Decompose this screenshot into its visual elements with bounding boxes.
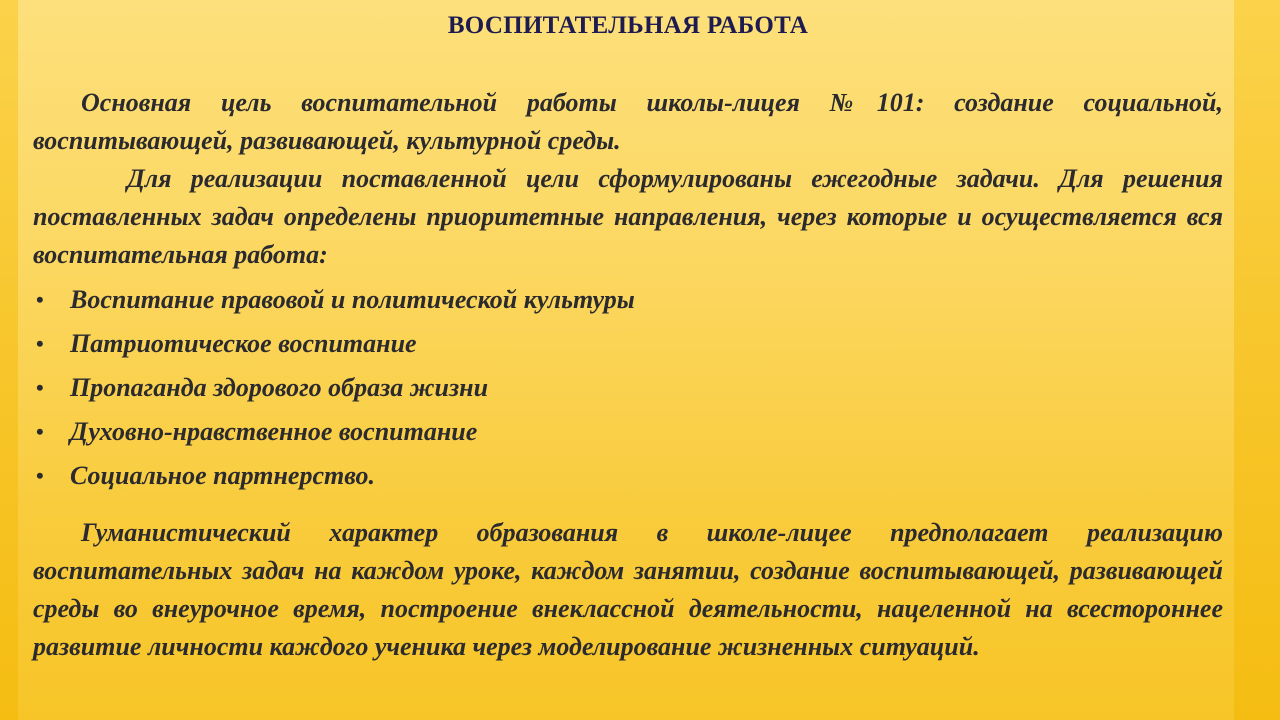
direction-label: Воспитание правовой и политической культуры — [70, 285, 635, 314]
bullet-icon: • — [36, 375, 44, 400]
directions-list — [33, 280, 1223, 500]
bullet-icon: • — [36, 463, 44, 488]
humanistic-paragraph: Гуманистический характер образования в школе-лицее предполагает реализацию воспитательных задач на каждом уроке, каждом занятии, создание воспитывающей, развивающей среды во внеурочное время, построение внеклассной деятельности, нацеленной на всестороннее развитие личности каждого ученика через моделирование жизненных ситуаций. — [33, 518, 1223, 661]
bullet-icon: • — [36, 331, 44, 356]
direction-label: Патриотическое воспитание — [70, 329, 417, 358]
list-item — [33, 324, 1223, 368]
slide-body — [33, 84, 1223, 666]
bullet-icon: • — [36, 287, 44, 312]
tasks-paragraph: Для реализации поставленной цели сформулированы ежегодные задачи. Для решения поставленных задач определены приоритетные направления, через которые и осуществляется вся воспитательная работа: — [33, 164, 1223, 269]
list-item — [33, 456, 1223, 500]
bullet-icon: • — [36, 419, 44, 444]
direction-label: Социальное партнерство. — [70, 461, 375, 490]
direction-label: Пропаганда здорового образа жизни — [70, 373, 489, 402]
list-item — [33, 368, 1223, 412]
list-item — [33, 280, 1223, 324]
slide-title: ВОСПИТАТЕЛЬНАЯ РАБОТА — [447, 12, 809, 39]
direction-label: Духовно-нравственное воспитание — [70, 417, 478, 446]
list-item — [33, 412, 1223, 456]
goal-paragraph: Основная цель воспитательной работы школы-лицея №101: создание социальной, воспитывающей, развивающей, культурной среды. — [33, 88, 1223, 155]
